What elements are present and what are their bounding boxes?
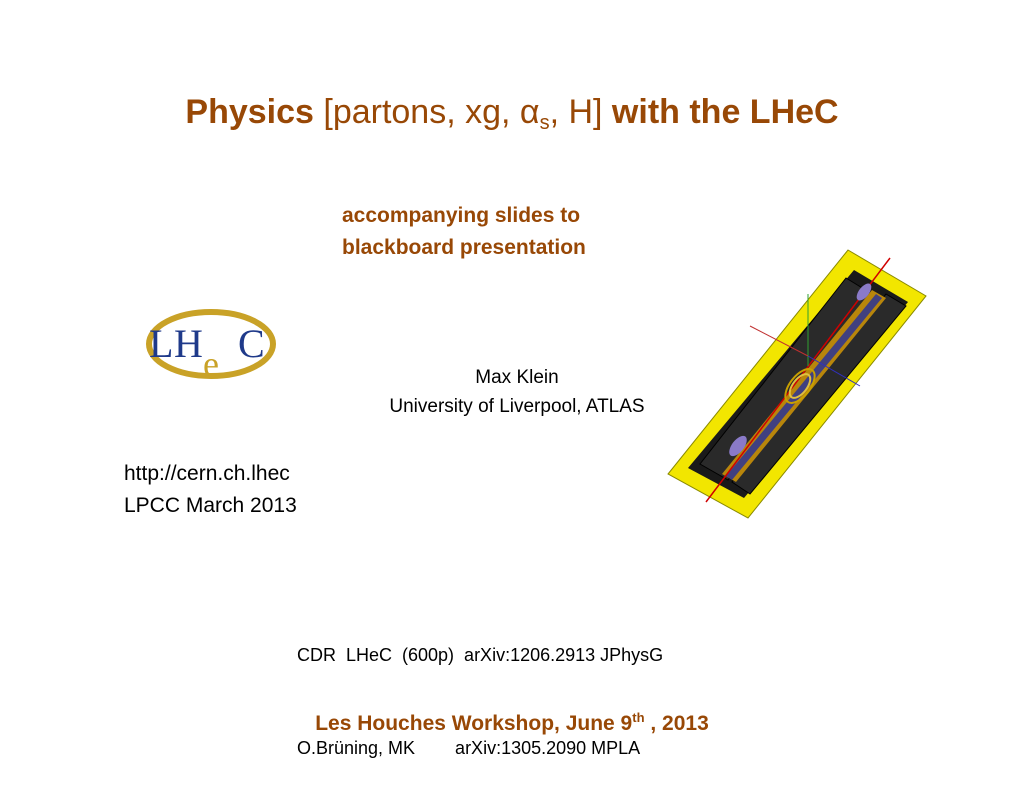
slide-title — [0, 88, 1024, 147]
lhec-logo — [143, 300, 283, 388]
title-subscript: s — [539, 112, 550, 134]
event-date: LPCC March 2013 — [124, 494, 297, 517]
subtitle-line-1: accompanying slides to — [342, 204, 581, 227]
reference-paper: O.Brüning, MK arXiv:1305.2090 MPLA — [297, 738, 641, 758]
footer-workshop — [0, 702, 1024, 740]
author-name: Max Klein — [475, 367, 559, 388]
title-topics-end: , H] — [549, 93, 612, 131]
title-lhec: with the LHeC — [611, 93, 839, 131]
logo-letter-h: H — [174, 321, 203, 366]
title-topics: [partons, xg, α — [313, 93, 540, 131]
title-physics: Physics — [185, 93, 314, 131]
footer-superscript: th — [632, 710, 645, 725]
links-block — [124, 458, 297, 522]
logo-letter-l: L — [149, 321, 174, 366]
footer-year: , 2013 — [644, 712, 709, 735]
project-url[interactable]: http://cern.ch.lhec — [124, 462, 290, 485]
author-block — [362, 363, 672, 421]
logo-letter-c: C — [238, 321, 265, 366]
detector-image — [650, 236, 940, 526]
footer-text: Les Houches Workshop, June 9 — [315, 712, 633, 735]
references-block — [297, 578, 663, 795]
logo-letter-e: e — [203, 344, 219, 384]
subtitle — [342, 200, 586, 264]
subtitle-line-2: blackboard presentation — [342, 236, 586, 259]
reference-cdr: CDR LHeC (600p) arXiv:1206.2913 JPhysG — [297, 645, 664, 665]
author-affiliation: University of Liverpool, ATLAS — [389, 396, 645, 417]
